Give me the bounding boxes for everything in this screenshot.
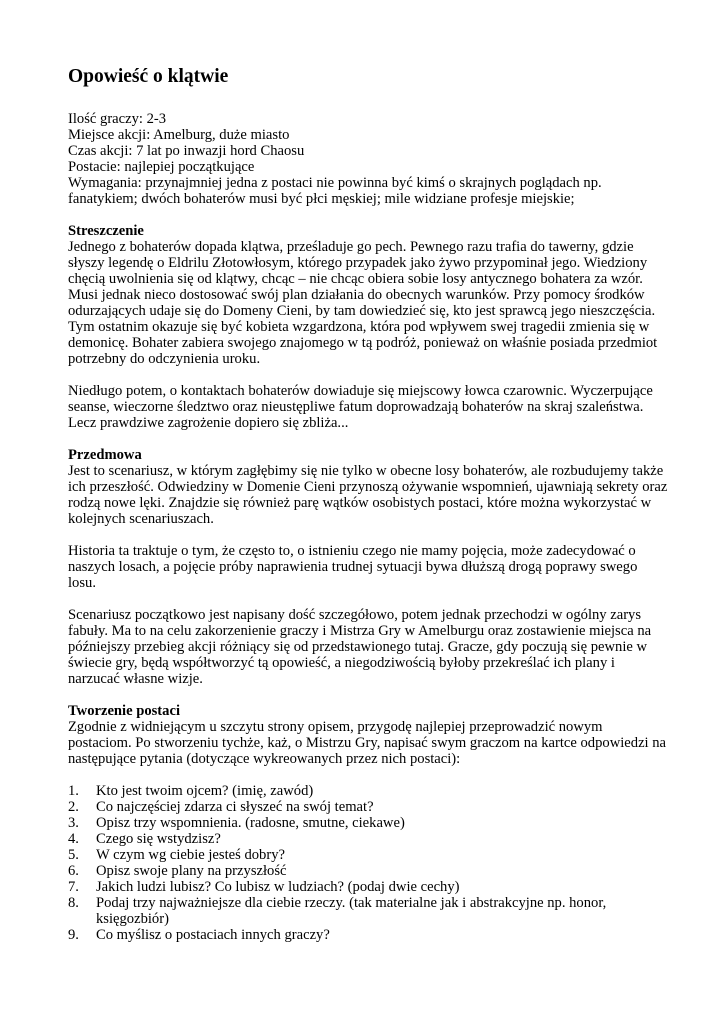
list-item <box>68 783 668 799</box>
list-item-number: 3. <box>68 815 79 831</box>
list-item-text: Opisz swoje plany na przyszłość <box>96 863 287 879</box>
meta-players: Ilość graczy: 2-3 <box>68 111 167 127</box>
meta-requirements: Wymagania: przynajmniej jedna z postaci nie powinna być kimś o skrajnych poglądach np. fanatykiem; dwóch bohaterów musi być płci męskiej; mile widziane profesje miejskie; <box>68 175 602 207</box>
paragraph: Historia ta traktuje o tym, że często to, o istnieniu czego nie mamy pojęcia, może zadecydować o naszych losach, a pojęcie próby naprawienia trudnej sytuacji bywa dłuższą drogą poprawy swego losu. <box>68 543 638 591</box>
list-item-number: 5. <box>68 847 79 863</box>
meta-characters: Postacie: najlepiej początkujące <box>68 159 255 175</box>
list-item <box>68 831 668 847</box>
list-item-number: 6. <box>68 863 79 879</box>
list-item-number: 9. <box>68 927 79 943</box>
paragraph: Jest to scenariusz, w którym zagłębimy się nie tylko w obecne losy bohaterów, ale rozbudujemy także ich przeszłość. Odwiedziny w Domenie Cieni przynoszą ożywanie wspomnień, ujawniają sekrety oraz rodzą nowe lęki. Znajdzie się również parę wątków osobistych postaci, które można wykorzystać w kolejnych scenariuszach. <box>68 463 668 527</box>
meta-location: Miejsce akcji: Amelburg, duże miasto <box>68 127 290 143</box>
list-item-number: 1. <box>68 783 79 799</box>
paragraph: Scenariusz początkowo jest napisany dość szczegółowo, potem jednak przechodzi w ogólny zarys fabuły. Ma to na celu zakorzenienie graczy i Mistrza Gry w Amelburgu oraz zostawienie miejsca na późniejszy przebieg akcji różniący się od przedstawionego tutaj. Gracze, gdy poczują się pewnie w świecie gry, będą współtworzyć tą opowieść, a niegodziwością byłoby przekreślać ich plany i narzucać własne wizje. <box>68 607 652 687</box>
list-item <box>68 879 668 895</box>
list-item-text: Co najczęściej zdarza ci słyszeć na swój temat? <box>96 799 374 815</box>
list-item-text: Kto jest twoim ojcem? (imię, zawód) <box>96 783 314 799</box>
document-title: Opowieść o klątwie <box>68 66 229 87</box>
scenario-meta <box>68 111 668 207</box>
list-item-number: 7. <box>68 879 79 895</box>
list-item-number: 2. <box>68 799 79 815</box>
list-item-text: Podaj trzy najważniejsze dla ciebie rzeczy. (tak materialne jak i abstrakcyjne np. honor, księgozbiór) <box>96 895 607 927</box>
list-item <box>68 863 668 879</box>
list-item <box>68 799 668 815</box>
meta-time: Czas akcji: 7 lat po inwazji hord Chaosu <box>68 143 305 159</box>
list-item <box>68 927 668 943</box>
section-title-przedmowa: Przedmowa <box>68 447 142 463</box>
paragraph: Jednego z bohaterów dopada klątwa, prześladuje go pech. Pewnego razu trafia do tawerny, gdzie słyszy legendę o Eldrilu Złotowłosym, którego przypadek jako żywo przypominał jego. Wiedziony chęcią uwolnienia się od klątwy, chcąc – nie chcąc obiera sobie losy antycznego bohatera za wzór. Musi jednak nieco dostosować swój plan działania do obecnych warunków. Przy pomocy środków odurzających udaje się do Domeny Cieni, by tam dowiedzieć się, kto jest sprawcą jego nieszczęścia. Tym ostatnim okazuje się być kobieta wzgardzona, która pod wpływem swej tragedii zmienia się w demonicę. Bohater zabiera swojego znajomego w tą podróż, ponieważ on właśnie posiada przedmiot potrzebny do odczynienia uroku. <box>68 239 658 367</box>
document-page <box>68 66 668 943</box>
section-title-streszczenie: Streszczenie <box>68 223 144 239</box>
questions-list <box>68 783 668 943</box>
list-item <box>68 895 668 927</box>
list-item-text: Jakich ludzi lubisz? Co lubisz w ludziach? (podaj dwie cechy) <box>96 879 460 895</box>
list-item-text: W czym wg ciebie jesteś dobry? <box>96 847 285 863</box>
section-title-tworzenie-postaci: Tworzenie postaci <box>68 703 180 719</box>
list-item-text: Czego się wstydzisz? <box>96 831 221 847</box>
list-item-number: 4. <box>68 831 79 847</box>
list-item <box>68 847 668 863</box>
list-item-text: Opisz trzy wspomnienia. (radosne, smutne, ciekawe) <box>96 815 405 831</box>
list-item <box>68 815 668 831</box>
list-item-text: Co myślisz o postaciach innych graczy? <box>96 927 330 943</box>
paragraph: Zgodnie z widniejącym u szczytu strony opisem, przygodę najlepiej przeprowadzić nowym postaciom. Po stworzeniu tychże, każ, o Mistrzu Gry, napisać swym graczom na kartce odpowiedzi na następujące pytania (dotyczące wykreowanych przez nich postaci): <box>68 719 667 767</box>
list-item-number: 8. <box>68 895 79 911</box>
paragraph: Niedługo potem, o kontaktach bohaterów dowiaduje się miejscowy łowca czarownic. Wyczerpujące seanse, wieczorne śledztwo oraz nieustępliwe fatum doprowadzają bohaterów na skraj szaleństwa. Lecz prawdziwe zagrożenie dopiero się zbliża... <box>68 383 653 431</box>
